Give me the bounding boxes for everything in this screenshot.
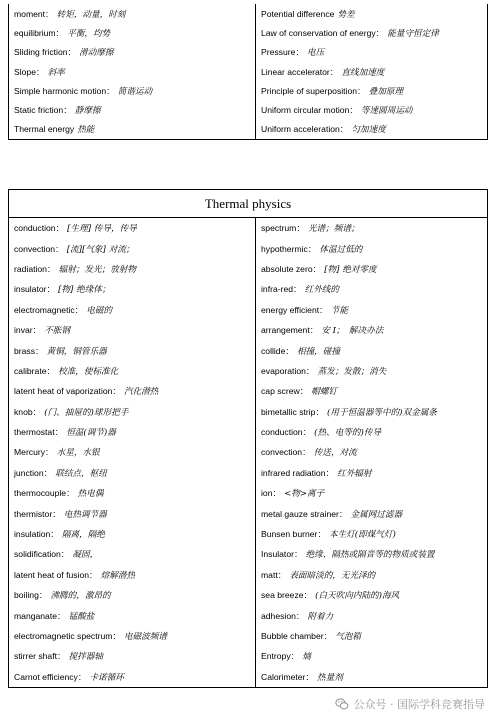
term-english: conduction： (261, 427, 312, 438)
term-english: Calorimeter： (261, 671, 315, 682)
term-cell-left (9, 300, 256, 320)
term-chinese: [生理] 传导，传导 (67, 224, 137, 235)
term-english: hypothermic： (261, 243, 317, 254)
term-chinese: 校准，使标准化 (58, 366, 119, 377)
table-row (9, 300, 488, 320)
watermark-text: 公众号 · 国际学科竞赛指导 (353, 698, 485, 711)
term-cell-right (256, 62, 488, 81)
term-chinese: 静摩擦 (74, 106, 101, 117)
term-chinese: 绝缘、隔热或隔音等的物质或装置 (305, 550, 435, 561)
term-cell-left (9, 259, 256, 279)
term-cell-right (256, 23, 488, 42)
term-english: knob： (14, 406, 42, 417)
term-chinese: (门、抽屉的)球形把手 (44, 407, 129, 418)
term-cell-left (9, 463, 256, 483)
term-chinese: [流][气象] 对流； (66, 244, 135, 255)
term-chinese: 体温过低的 (319, 244, 363, 255)
term-cell-left (9, 605, 256, 625)
term-chinese: 蒸发；发散；消失 (317, 366, 387, 377)
table-row (9, 218, 488, 239)
term-english: Thermal energy (14, 124, 75, 135)
term-english: latent heat of fusion： (14, 569, 98, 580)
term-cell-right (256, 43, 488, 62)
term-cell-left (9, 585, 256, 605)
term-english: electromagnetic： (14, 304, 84, 315)
term-english: sea breeze： (261, 590, 313, 601)
term-cell-right (256, 463, 488, 483)
term-english: Insulator： (261, 549, 303, 560)
wechat-icon (335, 697, 349, 711)
term-chinese: 电热调节器 (63, 509, 107, 520)
term-chinese: (白天吹向内陆的)海风 (315, 591, 400, 602)
table-row (9, 524, 488, 544)
term-cell-right (256, 503, 488, 523)
term-cell-left (9, 483, 256, 503)
term-english: conduction： (14, 223, 65, 234)
term-cell-right (256, 585, 488, 605)
term-cell-left (9, 43, 256, 62)
term-cell-right (256, 81, 488, 100)
table-row (9, 544, 488, 564)
term-english: Potential difference (261, 8, 335, 19)
term-chinese: 隔离，隔绝 (61, 530, 105, 541)
term-cell-left (9, 218, 256, 239)
table-row (9, 279, 488, 299)
table-row (9, 605, 488, 625)
term-cell-left (9, 81, 256, 100)
term-chinese: 节能 (330, 305, 348, 316)
table-row (9, 238, 488, 258)
term-cell-right (256, 218, 488, 239)
term-english: boiling： (14, 590, 48, 601)
term-english: Principle of superposition： (261, 85, 366, 96)
term-cell-right (256, 120, 488, 140)
term-chinese: 表面暗淡的，无光泽的 (289, 570, 376, 581)
term-chinese: 恒温(调节)器 (66, 428, 116, 439)
term-english: equilibrium： (14, 27, 65, 38)
term-english: Static friction： (14, 105, 72, 116)
term-chinese: 热量剂 (317, 672, 343, 683)
term-english: calibrate： (14, 365, 56, 376)
term-english: ion： (261, 488, 282, 499)
term-english: cap screw： (261, 386, 309, 397)
term-english: arrangement： (261, 325, 319, 336)
term-cell-left (9, 320, 256, 340)
term-chinese: [物] 绝对零度 (324, 264, 377, 275)
term-cell-left (9, 646, 256, 666)
term-chinese: 不胀钢 (44, 326, 71, 337)
term-english: adhesion： (261, 610, 305, 621)
table-row (9, 503, 488, 523)
term-cell-left (9, 238, 256, 258)
term-cell-left (9, 361, 256, 381)
term-english: evaporation： (261, 365, 315, 376)
term-cell-left (9, 381, 256, 401)
term-english: thermocouple： (14, 488, 75, 499)
term-cell-left (9, 544, 256, 564)
term-chinese: 叠加原理 (368, 86, 404, 97)
term-cell-left (9, 100, 256, 119)
table-row (9, 43, 488, 62)
term-english: manganate： (14, 610, 66, 621)
term-cell-right (256, 259, 488, 279)
term-chinese: 搅拌器轴 (68, 652, 103, 663)
term-english: moment： (14, 8, 54, 19)
term-chinese: (用于恒温器等中的)双金属条 (327, 407, 437, 418)
table-row (9, 463, 488, 483)
term-english: matt： (261, 569, 287, 580)
term-cell-left (9, 565, 256, 585)
term-chinese: 红外线的 (304, 285, 339, 296)
term-cell-right (256, 279, 488, 299)
term-cell-right (256, 340, 488, 360)
term-chinese: 匀加速度 (351, 125, 386, 136)
term-chinese: 电磁的 (86, 305, 113, 316)
term-cell-left (9, 402, 256, 422)
term-chinese: 传送，对流 (313, 448, 357, 459)
table-row (9, 483, 488, 503)
term-english: Bunsen burner： (261, 529, 326, 540)
term-chinese: 汽化潜热 (124, 387, 159, 398)
term-cell-right (256, 4, 488, 23)
term-english: absolute zero： (261, 263, 322, 274)
term-english: insulation： (14, 529, 59, 540)
term-english: insulator： (14, 284, 56, 295)
term-chinese: 熔解潜热 (100, 570, 135, 581)
term-chinese: 金属网过滤器 (350, 509, 403, 520)
term-chinese: 附着力 (307, 611, 334, 622)
term-english: bimetallic strip： (261, 406, 325, 417)
thermal-physics-glossary-table (8, 189, 488, 688)
table-row (9, 565, 488, 585)
term-cell-right (256, 605, 488, 625)
term-cell-right (256, 238, 488, 258)
term-cell-right (256, 361, 488, 381)
table-row (9, 259, 488, 279)
term-english: Simple harmonic motion： (14, 85, 115, 96)
term-english: solidification： (14, 549, 70, 560)
term-chinese: 电压 (306, 48, 325, 59)
table-row (9, 626, 488, 646)
term-english: Bubble chamber： (261, 631, 333, 641)
term-english: infra-red： (261, 284, 302, 295)
term-english: Uniform acceleration： (261, 124, 349, 135)
term-english: Entropy： (261, 651, 300, 662)
term-chinese: 相撞，碰撞 (296, 346, 340, 357)
term-cell-left (9, 4, 256, 23)
term-chinese: 红外辐射 (337, 468, 372, 479)
term-chinese: 安 I； 解决办法 (321, 326, 384, 337)
table-row (9, 23, 488, 42)
table-row (9, 402, 488, 422)
term-english: metal gauze strainer： (261, 508, 348, 519)
term-english: thermostat： (14, 427, 64, 438)
term-english: energy efficient： (261, 304, 328, 315)
term-english: thermistor： (14, 508, 61, 519)
table-row (9, 340, 488, 360)
term-chinese: <物>离子 (284, 489, 325, 500)
term-cell-left (9, 120, 256, 140)
watermark (331, 694, 490, 714)
term-chinese: 热电偶 (77, 489, 104, 500)
term-chinese: 本生灯(即煤气灯) (328, 530, 396, 541)
term-english: latent heat of vaporization： (14, 386, 122, 397)
section-title: Thermal physics (9, 190, 488, 218)
term-chinese: 沸腾的，激昂的 (50, 591, 111, 602)
term-cell-right (256, 544, 488, 564)
table-row (9, 422, 488, 442)
term-cell-left (9, 279, 256, 299)
term-chinese: 联结点，枢纽 (55, 468, 107, 479)
term-chinese: (热、电等的)传导 (314, 428, 382, 439)
term-cell-right (256, 402, 488, 422)
term-cell-left (9, 23, 256, 42)
term-english: Slope： (14, 66, 45, 77)
term-english: infrared radiation： (261, 467, 335, 478)
term-english: stirrer shaft： (14, 651, 66, 662)
table-row (9, 81, 488, 100)
term-cell-left (9, 62, 256, 81)
term-chinese: 黄铜，铜管乐器 (46, 346, 107, 357)
term-chinese: 卡诺循环 (89, 672, 124, 683)
term-chinese: 直线加速度 (341, 67, 385, 78)
term-cell-left (9, 503, 256, 523)
term-english: Mercury： (14, 447, 54, 458)
term-chinese: 电磁波频谱 (124, 632, 167, 642)
term-english: electromagnetic spectrum： (14, 631, 121, 641)
table-row (9, 320, 488, 340)
term-english: junction： (14, 467, 53, 478)
term-english: Uniform circular motion： (261, 105, 358, 116)
term-chinese: 辐射；发光；放射物 (58, 264, 136, 275)
term-cell-right (256, 381, 488, 401)
term-cell-right (256, 300, 488, 320)
term-cell-right (256, 646, 488, 666)
term-chinese: 热能 (77, 125, 95, 136)
term-chinese: 平衡，均势 (67, 28, 111, 39)
term-english: invar： (14, 325, 42, 336)
term-english: Sliding friction： (14, 47, 77, 58)
table-row (9, 585, 488, 605)
term-english: Carnot efficiency： (14, 671, 87, 682)
table-row (9, 62, 488, 81)
term-cell-left (9, 340, 256, 360)
term-chinese: [物] 绝缘体； (58, 285, 111, 296)
term-cell-right (256, 442, 488, 462)
term-chinese: 锰酸盐 (68, 611, 95, 622)
table-row (9, 120, 488, 140)
mechanics-glossary-table (8, 4, 488, 140)
table-row (9, 100, 488, 119)
term-english: collide： (261, 345, 294, 356)
term-chinese: 凝固， (72, 550, 99, 561)
term-english: radiation： (14, 263, 56, 274)
term-cell-right (256, 626, 488, 646)
term-chinese: 熵 (302, 652, 311, 663)
term-chinese: 势差 (337, 9, 355, 20)
term-cell-right (256, 667, 488, 688)
term-chinese: 转矩，动量，时刻 (56, 9, 126, 20)
term-cell-right (256, 100, 488, 119)
term-cell-right (256, 320, 488, 340)
term-chinese: 等速圆周运动 (360, 106, 413, 117)
term-english: Pressure： (261, 47, 304, 58)
table-row (9, 667, 488, 688)
term-english: spectrum： (261, 223, 305, 234)
term-cell-left (9, 442, 256, 462)
table-row (9, 646, 488, 666)
term-english: convection： (261, 447, 311, 458)
term-english: Linear accelerator： (261, 66, 339, 77)
term-cell-left (9, 422, 256, 442)
table-row (9, 4, 488, 23)
term-english: Law of conservation of energy： (261, 27, 385, 38)
term-english: brass： (14, 345, 44, 356)
term-cell-left (9, 667, 256, 688)
term-chinese: 光谱；频谱； (307, 224, 360, 235)
term-cell-right (256, 422, 488, 442)
table-row (9, 381, 488, 401)
term-cell-left (9, 524, 256, 544)
term-chinese: 能量守恒定律 (387, 28, 439, 39)
table-row (9, 442, 488, 462)
term-chinese: 滑动摩擦 (79, 48, 114, 59)
term-cell-right (256, 565, 488, 585)
term-cell-left (9, 626, 256, 646)
table-title-row (9, 190, 488, 218)
term-cell-right (256, 524, 488, 544)
term-cell-right (256, 483, 488, 503)
term-chinese: 气泡箱 (335, 632, 361, 642)
term-chinese: 斜率 (47, 67, 65, 78)
term-chinese: 帽螺钉 (311, 387, 338, 398)
term-english: convection： (14, 243, 64, 254)
term-chinese: 简谐运动 (117, 86, 153, 97)
term-chinese: 水星，水银 (56, 448, 100, 459)
table-row (9, 361, 488, 381)
